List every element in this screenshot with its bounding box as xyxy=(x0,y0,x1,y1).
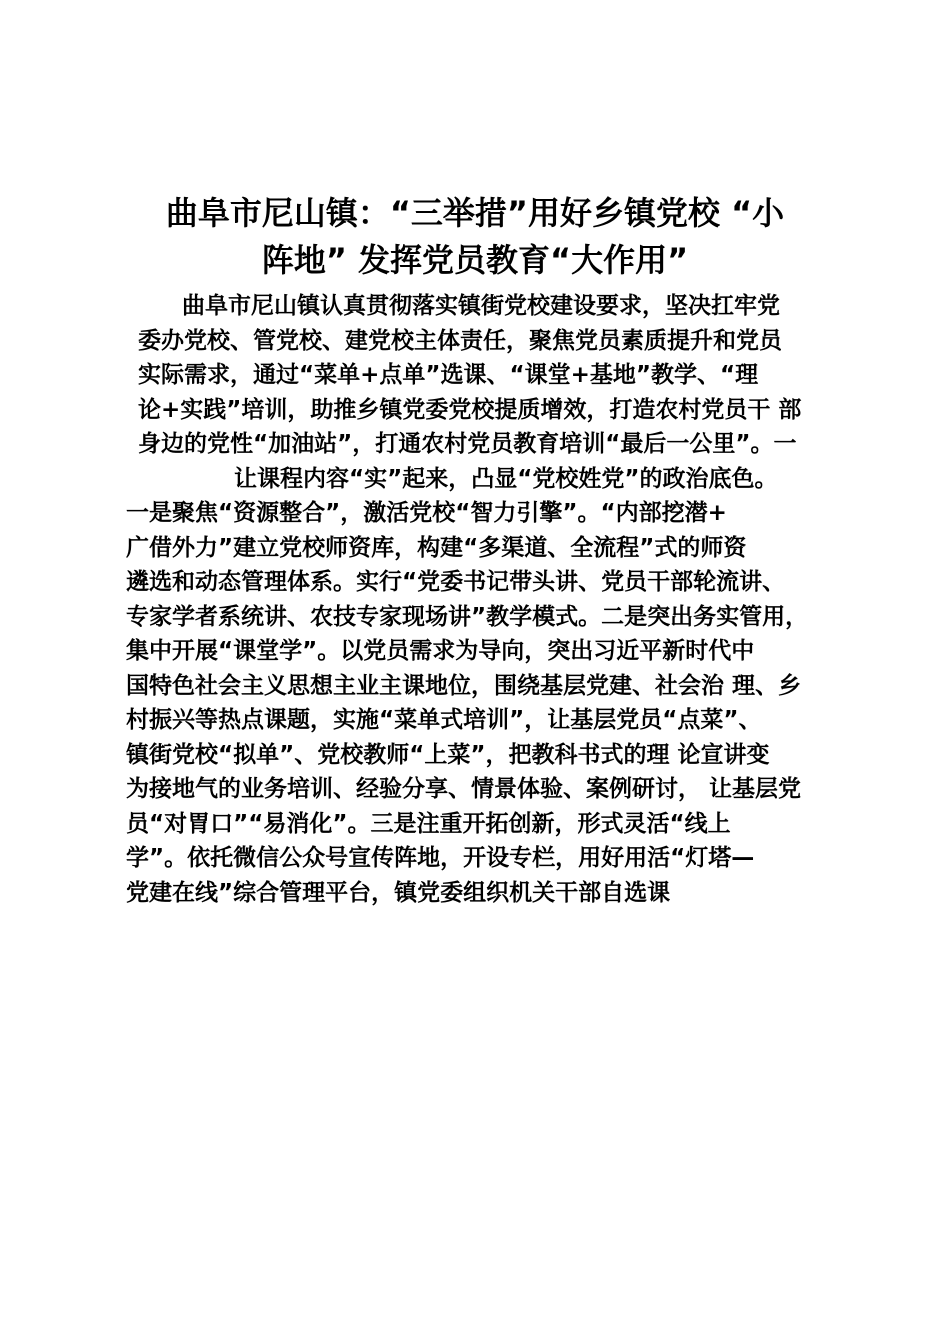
body-line: 实际需求，通过“菜单+点单”选课、“课堂+基地”教学、“理 xyxy=(138,362,759,388)
body-line: 身边的党性“加油站”，打通农村党员教育培训“最后一公里”。一 xyxy=(138,431,797,457)
title-line-2: 阵地” 发挥党员教育“大作用” xyxy=(261,241,689,279)
body-line: 学”。依托微信公众号宣传阵地，开设专栏，用好用活“灯塔— xyxy=(126,845,755,871)
body-line: 员“对胃口”“易消化”。三是注重开拓创新，形式灵活“线上 xyxy=(126,810,731,837)
body-line: 委办党校、管党校、建党校主体责任，聚焦党员素质提升和党员 xyxy=(138,327,782,354)
body-line: 镇街党校“拟单”、党校教师“上菜”，把教科书式的理 论宣讲变 xyxy=(126,741,770,768)
body-line: 专家学者系统讲、农技专家现场讲”教学模式。二是突出务实管用， xyxy=(126,603,809,630)
article-title xyxy=(100,190,850,284)
body-line: 曲阜市尼山镇认真贯彻落实镇街党校建设要求，坚决扛牢党 xyxy=(182,293,780,319)
title-line-1: 曲阜市尼山镇：“三举措”用好乡镇党校 “小 xyxy=(165,194,785,232)
article-body xyxy=(126,289,846,910)
body-line: 遴选和动态管理体系。实行“党委书记带头讲、党员干部轮流讲、 xyxy=(126,569,786,595)
body-line: 为接地气的业务培训、经验分享、情景体验、案例研讨， 让基层党 xyxy=(126,776,802,802)
body-line: 党建在线”综合管理平台，镇党委组织机关干部自选课 xyxy=(126,879,671,906)
body-line: 广借外力”建立党校师资库，构建“多渠道、全流程”式的师资 xyxy=(126,534,747,561)
body-line: 村振兴等热点课题，实施“菜单式培训”，让基层党员“点菜”、 xyxy=(126,707,762,733)
body-line: 国特色社会主义思想主业主课地位，围绕基层党建、社会治 理、乡 xyxy=(126,672,802,699)
body-line: 集中开展“课堂学”。以党员需求为导向，突出习近平新时代中 xyxy=(126,638,755,664)
body-line: 让课程内容“实”起来，凸显“党校姓党”的政治底色。 xyxy=(234,465,778,492)
body-line: 一是聚焦“资源整合”，激活党校“智力引擎”。“内部挖潜+ xyxy=(126,500,727,526)
body-line: 论+实践”培训，助推乡镇党委党校提质增效，打造农村党员干 部 xyxy=(138,396,802,423)
